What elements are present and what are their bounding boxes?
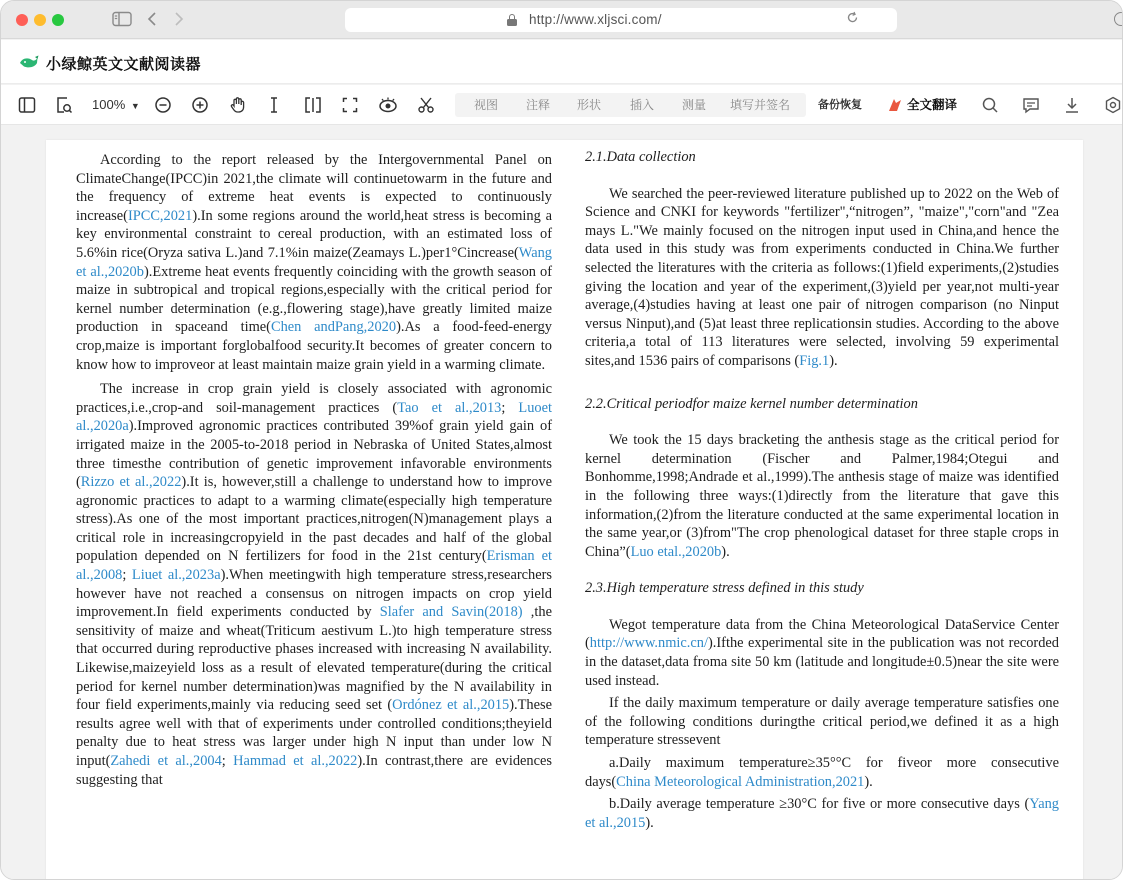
scissors-icon[interactable] (417, 95, 435, 115)
reader-toolbar (1, 85, 1123, 125)
paragraph: Wegot temperature data from the China Meteorological DataService Center (http://www.nmic.cn/).Ifthe experimental site in the publication was not recorded in the dataset,data froma site 50 km (latitude and longitude±0.5)near the site were used instead. (585, 616, 1059, 689)
close-window-button[interactable] (16, 14, 28, 26)
download-status-icon[interactable] (1114, 12, 1123, 26)
section-heading: 2.2.Critical periodfor maize kernel number determination (585, 395, 918, 412)
two-page-view-icon[interactable] (304, 95, 322, 115)
address-bar[interactable] (345, 8, 897, 32)
citation-link[interactable]: China Meteorological Administration,2021 (616, 773, 865, 790)
browser-title-bar (1, 1, 1123, 39)
maximize-window-button[interactable] (52, 14, 64, 26)
right-column (585, 148, 1059, 832)
paragraph: The increase in crop grain yield is closely associated with agronomic practices,i.e.,crop-and soil-management practices (Tao et al.,2013; Luoet al.,2020a).Improved agronomic practices contributed 39%of grain yield gain of irrigated maize in the 2005-to-2018 period in Nebraska of United States,almost three timesthe contribution of genetic improvement infavorable environments (Rizzo et al.,2022).It is, however,still a challenge to understand how to improve agronomic practices to adapt to a warming climate(especially high temperature stress).As one of the most important practices,nitrogen(N)management plays a critical role in increasingcropyield in the past decades and half of the global population depended on N fertilizers for food in the 21st century(Erisman et al.,2008; Liuet al.,2023a).When meetingwith high temperature stress,researchers however have not reached a consensus on nitrogen impacts on crop yield improvement.In field experiments conducted by Slafer and Savin(2018) ,the sensitivity of maize and wheat(Triticum aestivum L.)to high temperature stress that occurred during reproductive phases increased with increasing N availability. Likewise,maizeyield loss as a result of elevated temperature(during the critical period for kernel number determination)was magnified by the N availability in four field experiments,mainly via reducing seed set (Ordónez et al.,2015).These results agree well with that of experiments under controlled conditions;theyield penalty due to heat stress was larger under high N input than under low N input(Zahedi et al.,2004; Hammad et al.,2022).In contrast,there are evidences suggesting that (76, 381, 553, 788)
back-icon[interactable] (147, 11, 157, 32)
eye-care-icon[interactable] (378, 95, 398, 115)
citation-link[interactable]: Slafer and Savin(2018) (379, 604, 523, 621)
tab-view[interactable]: 视图 (474, 98, 499, 112)
url-link[interactable]: http://www.nmic.cn/ (589, 635, 708, 652)
search-icon[interactable] (981, 95, 999, 115)
paragraph: b.Daily average temperature ≥30°C for five or more consecutive days (Yang et al.,2015). (585, 796, 1059, 831)
tab-shapes[interactable]: 形状 (577, 98, 602, 112)
url-text: http://www.xljsci.com/ (529, 12, 662, 27)
app-title: 小绿鲸英文文献阅读器 (46, 56, 202, 73)
tab-annotate[interactable]: 注释 (526, 98, 551, 112)
citation-link[interactable]: IPCC,2021 (127, 207, 193, 224)
reload-icon[interactable] (846, 11, 859, 27)
translate-icon (888, 95, 902, 115)
zoom-out-icon[interactable] (154, 95, 172, 115)
citation-link[interactable]: Chen andPang,2020 (270, 319, 397, 336)
chevron-down-icon: ▼ (130, 101, 140, 111)
left-column (76, 151, 552, 789)
download-icon[interactable] (1064, 95, 1080, 115)
section-heading: 2.3.High temperature stress defined in this study (585, 580, 864, 597)
backup-restore-button[interactable]: 备份恢复 (818, 99, 862, 111)
tab-fill-sign[interactable]: 填写并签名 (730, 98, 791, 112)
paragraph: We searched the peer-reviewed literature published up to 2022 on the Web of Science and CNKI for keywords "fertilizer",“nitrogen”, "maize","corn"and "Zea mays L."We mainly focused on the nitrogen input used in China,and hence the data used in this study was from experiments conducted in China.We further selected the literatures with the criteria as follows:(1)field experiments,(2)studies giving the location and year of the experiment,(3)yield per year,not multi-year average,(4)studies having at least one pair of nitrogen comparison (no Ninput versus Ninput),and (5)at least three replicationsin studies. According to the above criteria,a total of 113 literatures were selected, involving 59 experimental sites,and 1536 pairs of comparisons (Fig.1). (585, 185, 1059, 369)
panel-toggle-icon[interactable] (18, 95, 36, 115)
fullscreen-icon[interactable] (342, 95, 358, 115)
paragraph: a.Daily maximum temperature≥35°°C for fiveor more consecutive days(China Meteorological Administration,2021). (585, 755, 1059, 790)
pdf-page[interactable] (46, 140, 1083, 880)
whale-logo-icon (19, 54, 39, 70)
citation-link[interactable]: Ordónez et al.,2015 (392, 697, 510, 714)
citation-link[interactable]: Zahedi et al.,2004 (110, 753, 222, 769)
citation-link[interactable]: Liuet al.,2023a (131, 567, 221, 584)
full-translate-button[interactable]: 全文翻译 (907, 98, 958, 112)
paragraph: According to the report released by the Intergovernmental Panel on ClimateChange(IPCC)in 2021,the climate will continuetowarm in the future and the frequency of extreme heat events is expected to continuously increase(IPCC,2021).In some regions around the world,heat stress is becoming a key environmental constraint to cereal production, with an estimated loss of 5.6%in rice(Oryza sativa L.)and 7.1%in maize(Zeamays L.)per1°Cincrease(Wang et al.,2020b).Extreme heat events frequently coinciding with the growth season of maize in subtropical and tropical regions,especially with the critical period for kernel number determination (e.g.,flowering stage),have greatly limited maize production in spaceand time(Chen andPang,2020).As a food-feed-energy crop,maize is important forglobalfood security.It becomes of greater concern to know how to improveor at least maintain maize grain yield in a warming climate. (76, 152, 552, 373)
paragraph: If the daily maximum temperature or daily average temperature satisfies one of the following conditions duringthe critical period,we defined it as a high temperature stressevent (585, 695, 1059, 749)
comment-icon[interactable] (1022, 95, 1040, 115)
mode-tabs (455, 93, 806, 117)
citation-link[interactable]: Luoet al.,2020a (76, 399, 552, 435)
citation-link[interactable]: Hammad et al.,2022 (233, 753, 358, 769)
page-fit-icon[interactable] (55, 95, 73, 115)
minimize-window-button[interactable] (34, 14, 46, 26)
forward-icon[interactable] (174, 11, 184, 32)
citation-link[interactable]: Wang et al.,2020b (76, 244, 552, 280)
text-select-icon[interactable] (267, 95, 281, 115)
lock-icon (507, 14, 517, 26)
settings-icon[interactable] (1104, 95, 1122, 115)
hand-tool-icon[interactable] (229, 95, 247, 115)
figure-link[interactable]: Fig.1 (799, 352, 830, 369)
app-header (1, 40, 1123, 84)
paragraph: We took the 15 days bracketing the anthesis stage as the critical period for kernel determination (Fischer and Palmer,1984;Otegui and Bonhomme,1998;Andrade et al.,1999).The anthesis stage of maize was identified in the following three ways:(1)directly from the literature that gave this information,(2)from the literature conducted at the same experimental location in the same year,or (3)from"The crop phenological dataset for three staple crops in China”(Luo etal.,2020b). (585, 432, 1059, 560)
citation-link[interactable]: Erisman et al.,2008 (76, 548, 552, 584)
citation-link[interactable]: Yang et al.,2015 (585, 796, 1059, 831)
sidebar-toggle-icon[interactable] (112, 11, 132, 32)
zoom-select[interactable] (92, 95, 140, 115)
section-heading: 2.1.Data collection (585, 149, 696, 165)
tab-measure[interactable]: 测量 (682, 98, 707, 112)
zoom-in-icon[interactable] (191, 95, 209, 115)
citation-link[interactable]: Luo etal.,2020b (630, 543, 722, 560)
zoom-value: 100% (92, 97, 126, 112)
citation-link[interactable]: Rizzo et al.,2022 (80, 474, 182, 491)
tab-insert[interactable]: 插入 (630, 98, 655, 112)
citation-link[interactable]: Tao et al.,2013 (397, 399, 502, 416)
